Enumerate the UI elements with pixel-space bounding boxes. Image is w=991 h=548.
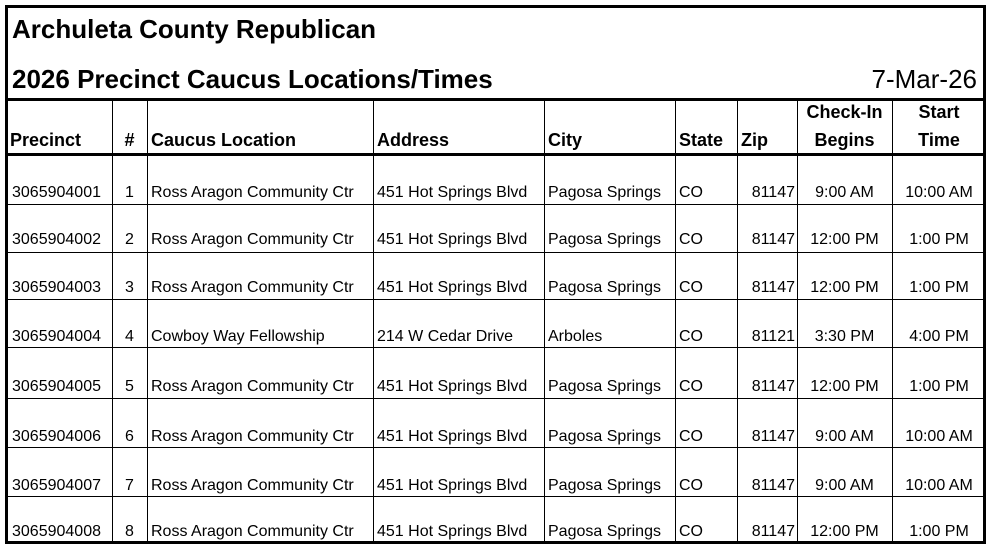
cell-caucus-location: Ross Aragon Community Ctr bbox=[151, 428, 354, 445]
sheet-title: Archuleta County Republican bbox=[12, 14, 377, 44]
cell-start-time: 1:00 PM bbox=[909, 523, 969, 540]
cell-city: Pagosa Springs bbox=[548, 279, 661, 296]
cell-precinct: 3065904005 bbox=[12, 378, 101, 395]
cell-precinct: 3065904002 bbox=[12, 231, 101, 248]
cell-start-time: 1:00 PM bbox=[909, 279, 969, 296]
cell-state: CO bbox=[679, 378, 703, 395]
cell-zip: 81147 bbox=[751, 428, 795, 445]
col-divider bbox=[147, 99, 148, 541]
col-divider bbox=[737, 99, 738, 541]
cell-city: Pagosa Springs bbox=[548, 523, 661, 540]
cell-checkin-time: 9:00 AM bbox=[815, 184, 874, 201]
cell-caucus-location: Ross Aragon Community Ctr bbox=[151, 523, 354, 540]
row-divider bbox=[8, 252, 983, 253]
cell-city: Pagosa Springs bbox=[548, 378, 661, 395]
cell-city: Arboles bbox=[548, 328, 603, 345]
cell-number: 2 bbox=[125, 231, 134, 248]
cell-number: 1 bbox=[125, 184, 134, 201]
cell-zip: 81147 bbox=[751, 231, 795, 248]
row-divider bbox=[8, 299, 983, 300]
header-address: Address bbox=[377, 130, 450, 150]
cell-zip: 81147 bbox=[751, 279, 795, 296]
cell-address: 451 Hot Springs Blvd bbox=[377, 279, 528, 296]
cell-number: 7 bbox=[125, 477, 134, 494]
cell-caucus-location: Cowboy Way Fellowship bbox=[151, 328, 325, 345]
cell-caucus-location: Ross Aragon Community Ctr bbox=[151, 477, 354, 494]
cell-city: Pagosa Springs bbox=[548, 477, 661, 494]
cell-state: CO bbox=[679, 279, 703, 296]
cell-start-time: 1:00 PM bbox=[909, 378, 969, 395]
col-divider bbox=[675, 99, 676, 541]
header-precinct: Precinct bbox=[10, 130, 82, 150]
cell-checkin-time: 12:00 PM bbox=[810, 279, 879, 296]
cell-precinct: 3065904007 bbox=[12, 477, 101, 494]
cell-precinct: 3065904004 bbox=[12, 328, 101, 345]
cell-city: Pagosa Springs bbox=[548, 231, 661, 248]
row-divider bbox=[8, 398, 983, 399]
cell-number: 5 bbox=[125, 378, 134, 395]
cell-zip: 81147 bbox=[751, 523, 795, 540]
row-divider bbox=[8, 496, 983, 497]
sheet-date: 7-Mar-26 bbox=[871, 64, 977, 94]
row-divider bbox=[8, 447, 983, 448]
header-number: # bbox=[124, 130, 135, 150]
cell-start-time: 10:00 AM bbox=[905, 477, 973, 494]
cell-address: 451 Hot Springs Blvd bbox=[377, 231, 528, 248]
cell-checkin-time: 12:00 PM bbox=[810, 523, 879, 540]
row-divider bbox=[8, 204, 983, 205]
cell-start-time: 4:00 PM bbox=[909, 328, 969, 345]
header-zip: Zip bbox=[741, 130, 768, 150]
cell-city: Pagosa Springs bbox=[548, 428, 661, 445]
cell-address: 214 W Cedar Drive bbox=[377, 328, 514, 345]
cell-precinct: 3065904008 bbox=[12, 523, 101, 540]
cell-zip: 81121 bbox=[751, 328, 795, 345]
cell-checkin-time: 9:00 AM bbox=[815, 477, 874, 494]
cell-zip: 81147 bbox=[751, 184, 795, 201]
cell-state: CO bbox=[679, 477, 703, 494]
cell-number: 3 bbox=[125, 279, 134, 296]
cell-number: 4 bbox=[125, 328, 134, 345]
cell-caucus-location: Ross Aragon Community Ctr bbox=[151, 279, 354, 296]
col-divider bbox=[112, 99, 113, 541]
cell-state: CO bbox=[679, 523, 703, 540]
cell-address: 451 Hot Springs Blvd bbox=[377, 184, 528, 201]
header-city: City bbox=[548, 130, 583, 150]
cell-start-time: 10:00 AM bbox=[905, 184, 973, 201]
header-checkin-line2: Begins bbox=[814, 130, 875, 150]
cell-address: 451 Hot Springs Blvd bbox=[377, 428, 528, 445]
cell-state: CO bbox=[679, 328, 703, 345]
col-divider bbox=[544, 99, 545, 541]
cell-precinct: 3065904001 bbox=[12, 184, 101, 201]
header-caucus-location: Caucus Location bbox=[151, 130, 297, 150]
row-divider bbox=[8, 347, 983, 348]
cell-state: CO bbox=[679, 428, 703, 445]
cell-precinct: 3065904006 bbox=[12, 428, 101, 445]
cell-address: 451 Hot Springs Blvd bbox=[377, 477, 528, 494]
cell-city: Pagosa Springs bbox=[548, 184, 661, 201]
cell-start-time: 1:00 PM bbox=[909, 231, 969, 248]
cell-zip: 81147 bbox=[751, 378, 795, 395]
cell-checkin-time: 3:30 PM bbox=[814, 328, 875, 345]
col-divider bbox=[373, 99, 374, 541]
cell-checkin-time: 9:00 AM bbox=[815, 428, 874, 445]
cell-caucus-location: Ross Aragon Community Ctr bbox=[151, 184, 354, 201]
header-state: State bbox=[679, 130, 724, 150]
header-start-line2: Time bbox=[918, 130, 960, 150]
cell-checkin-time: 12:00 PM bbox=[810, 231, 879, 248]
cell-start-time: 10:00 AM bbox=[905, 428, 973, 445]
col-divider bbox=[797, 99, 798, 541]
cell-state: CO bbox=[679, 231, 703, 248]
cell-address: 451 Hot Springs Blvd bbox=[377, 523, 528, 540]
cell-caucus-location: Ross Aragon Community Ctr bbox=[151, 378, 354, 395]
spreadsheet bbox=[5, 5, 986, 544]
cell-caucus-location: Ross Aragon Community Ctr bbox=[151, 231, 354, 248]
cell-zip: 81147 bbox=[751, 477, 795, 494]
header-checkin-line1: Check-In bbox=[806, 102, 883, 122]
cell-state: CO bbox=[679, 184, 703, 201]
header-start-line1: Start bbox=[918, 102, 960, 122]
cell-number: 8 bbox=[125, 523, 134, 540]
cell-number: 6 bbox=[125, 428, 134, 445]
cell-address: 451 Hot Springs Blvd bbox=[377, 378, 528, 395]
col-divider bbox=[892, 99, 893, 541]
sheet-subtitle: 2026 Precinct Caucus Locations/Times bbox=[12, 64, 493, 94]
cell-checkin-time: 12:00 PM bbox=[810, 378, 879, 395]
cell-precinct: 3065904003 bbox=[12, 279, 101, 296]
